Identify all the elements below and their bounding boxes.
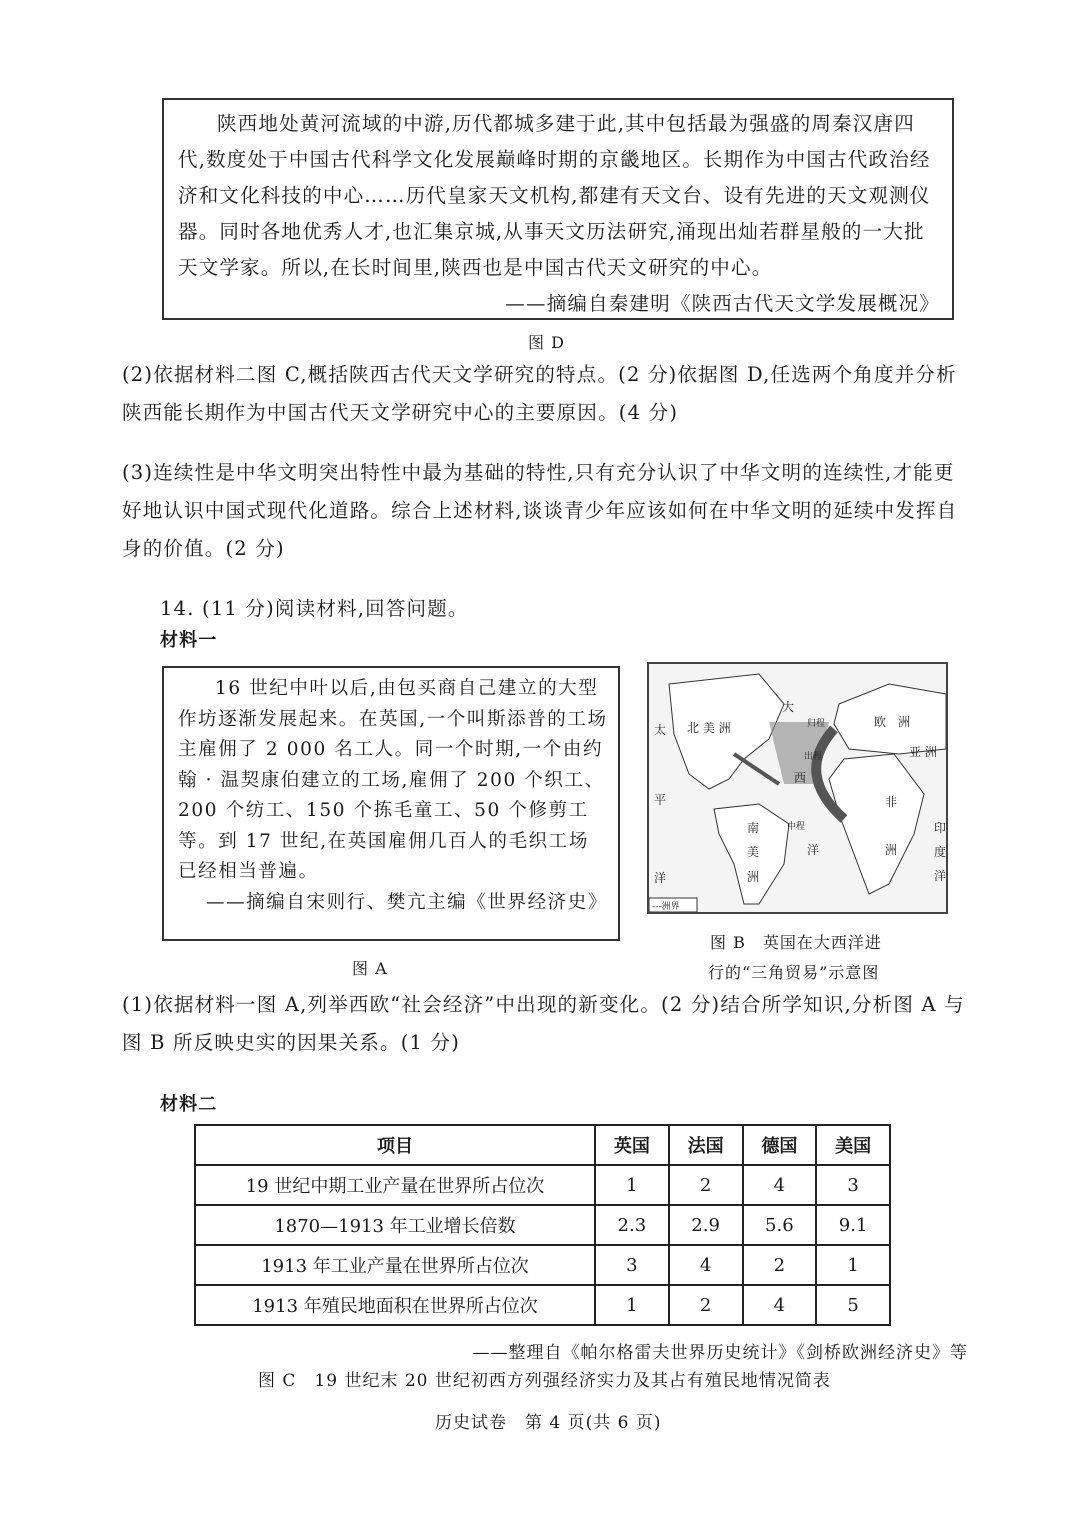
map-label-return: 归程 — [807, 719, 826, 729]
map-label-pacific-1: 太 — [654, 723, 667, 737]
map-label-asia: 亚 洲 — [909, 745, 937, 759]
table-cell: 19 世纪中期工业产量在世界所占位次 — [195, 1165, 595, 1205]
table-cell: 1 — [595, 1165, 669, 1205]
figure-d-box — [162, 98, 954, 320]
table-cell: 4 — [743, 1165, 817, 1205]
table-cell: 2 — [669, 1165, 743, 1205]
map-label-south-america-2: 美 — [747, 845, 760, 859]
table-row — [195, 1165, 890, 1205]
map-label-atlantic-1: 大 — [782, 700, 795, 714]
map-label-south-america-3: 洲 — [747, 870, 760, 884]
table-header-row — [195, 1125, 890, 1165]
table-cell: 5 — [816, 1285, 890, 1325]
figure-d-text: 陕西地处黄河流域的中游,历代都城多建于此,其中包括最为强盛的周秦汉唐四代,数度处于中国古代科学文化发展巅峰时期的京畿地区。长期作为中国古代政治经济和文化科技的中心……历代皇家天文机构,都建有天文台、设有先进的天文观测仪器。同时各地优秀人才,也汇集京城,从事天文历法研究,涌现出灿若群星般的一大批天文学家。所以,在长时间里,陕西也是中国古代天文研究的中心。 — [178, 112, 931, 279]
map-label-pacific-2: 平 — [654, 793, 667, 807]
map-label-south-america-1: 南 — [747, 821, 760, 835]
table-row — [195, 1205, 890, 1245]
map-label-indian-1: 印 — [934, 821, 946, 835]
map-label-africa-1: 非 — [885, 795, 898, 809]
map-label-pacific-3: 洋 — [654, 871, 667, 885]
table-cell: 3 — [595, 1245, 669, 1285]
table-cell: 2 — [669, 1285, 743, 1325]
map-label-africa-2: 洲 — [885, 843, 898, 857]
table-cell: 1 — [595, 1285, 669, 1325]
map-label-atlantic-2: 西 — [794, 771, 807, 785]
question-13-2: (2)依据材料二图 C,概括陕西古代天文学研究的特点。(2 分)依据图 D,任选两个角度并分析陕西能长期作为中国古代天文学研究中心的主要原因。(4 分) — [122, 363, 957, 424]
table-header: 美国 — [816, 1125, 890, 1165]
table-cell: 1913 年工业产量在世界所占位次 — [195, 1245, 595, 1285]
table-cell: 4 — [743, 1285, 817, 1325]
figure-a-source: ——摘编自宋则行、樊亢主编《世界经济史》 — [205, 891, 608, 913]
triangle-trade-map — [647, 662, 948, 914]
table-header: 英国 — [595, 1125, 669, 1165]
table-cell: 3 — [816, 1165, 890, 1205]
figure-b-caption-1: 图 B 英国在大西洋进 — [710, 933, 882, 952]
map-label-atlantic-3: 洋 — [807, 843, 820, 857]
map-label-indian-2: 度 — [934, 845, 946, 859]
table-cell: 1 — [816, 1245, 890, 1285]
figure-c-source: ——整理自《帕尔格雷夫世界历史统计》《剑桥欧洲经济史》等 — [472, 1343, 968, 1363]
table-cell: 4 — [669, 1245, 743, 1285]
table-header: 法国 — [669, 1125, 743, 1165]
table-row — [195, 1245, 890, 1285]
figure-a-caption: 图 A — [352, 959, 388, 978]
material-2-label: 材料二 — [160, 1094, 218, 1115]
table-cell: 9.1 — [816, 1205, 890, 1245]
table-header: 德国 — [743, 1125, 817, 1165]
map-label-middle: 中程 — [787, 822, 806, 832]
table-cell: 1870—1913 年工业增长倍数 — [195, 1205, 595, 1245]
map-label-europe: 欧 洲 — [874, 715, 911, 729]
page-footer: 历史试卷 第 4 页(共 6 页) — [435, 1413, 662, 1433]
table-cell: 2.3 — [595, 1205, 669, 1245]
table-header: 项目 — [195, 1125, 595, 1165]
question-13-3: (3)连续性是中华文明突出特性中最为基础的特性,只有充分认识了中华文明的连续性,才能更好地认识中国式现代化道路。综合上述材料,谈谈青少年应该如何在中华文明的延续中发挥自身的价值。(2 分) — [122, 461, 958, 560]
figure-c-caption: 图 C 19 世纪末 20 世纪初西方列强经济实力及其占有殖民地情况简表 — [258, 1371, 831, 1391]
table-cell: 2.9 — [669, 1205, 743, 1245]
map-label-outbound: 出程 — [804, 752, 823, 762]
figure-c-table — [194, 1124, 891, 1326]
figure-d-source: ——摘编自秦建明《陕西古代天文学发展概况》 — [505, 292, 940, 315]
table-row — [195, 1285, 890, 1325]
map-label-north-america: 北 美 洲 — [687, 721, 731, 735]
figure-a-text: 16 世纪中叶以后,由包买商自己建立的大型作坊逐渐发展起来。在英国,一个叫斯添普的工场主雇佣了 2 000 名工人。同一个时期,一个由约翰 · 温契康伯建立的工场,雇佣了 200 个织工、200 个纺工、150 个拣毛童工、50 个修剪工等。到 17 世纪,在英国雇佣几百人的毛织工场已经相当普遍。 — [178, 678, 608, 882]
question-14-title: 14. (11 分)阅读材料,回答问题。 — [160, 597, 469, 620]
table-cell: 5.6 — [743, 1205, 817, 1245]
map-label-indian-3: 洋 — [934, 869, 946, 883]
figure-a-box — [162, 666, 620, 941]
map-legend: ---洲界 — [652, 902, 680, 912]
figure-d-caption: 图 D — [528, 333, 565, 352]
table-cell: 1913 年殖民地面积在世界所占位次 — [195, 1285, 595, 1325]
table-cell: 2 — [743, 1245, 817, 1285]
material-1-label: 材料一 — [160, 630, 218, 651]
figure-b-caption-2: 行的“三角贸易”示意图 — [708, 963, 880, 982]
question-14-1: (1)依据材料一图 A,列举西欧“社会经济”中出现的新变化。(2 分)结合所学知识,分析图 A 与图 B 所反映史实的因果关系。(1 分) — [122, 993, 965, 1054]
